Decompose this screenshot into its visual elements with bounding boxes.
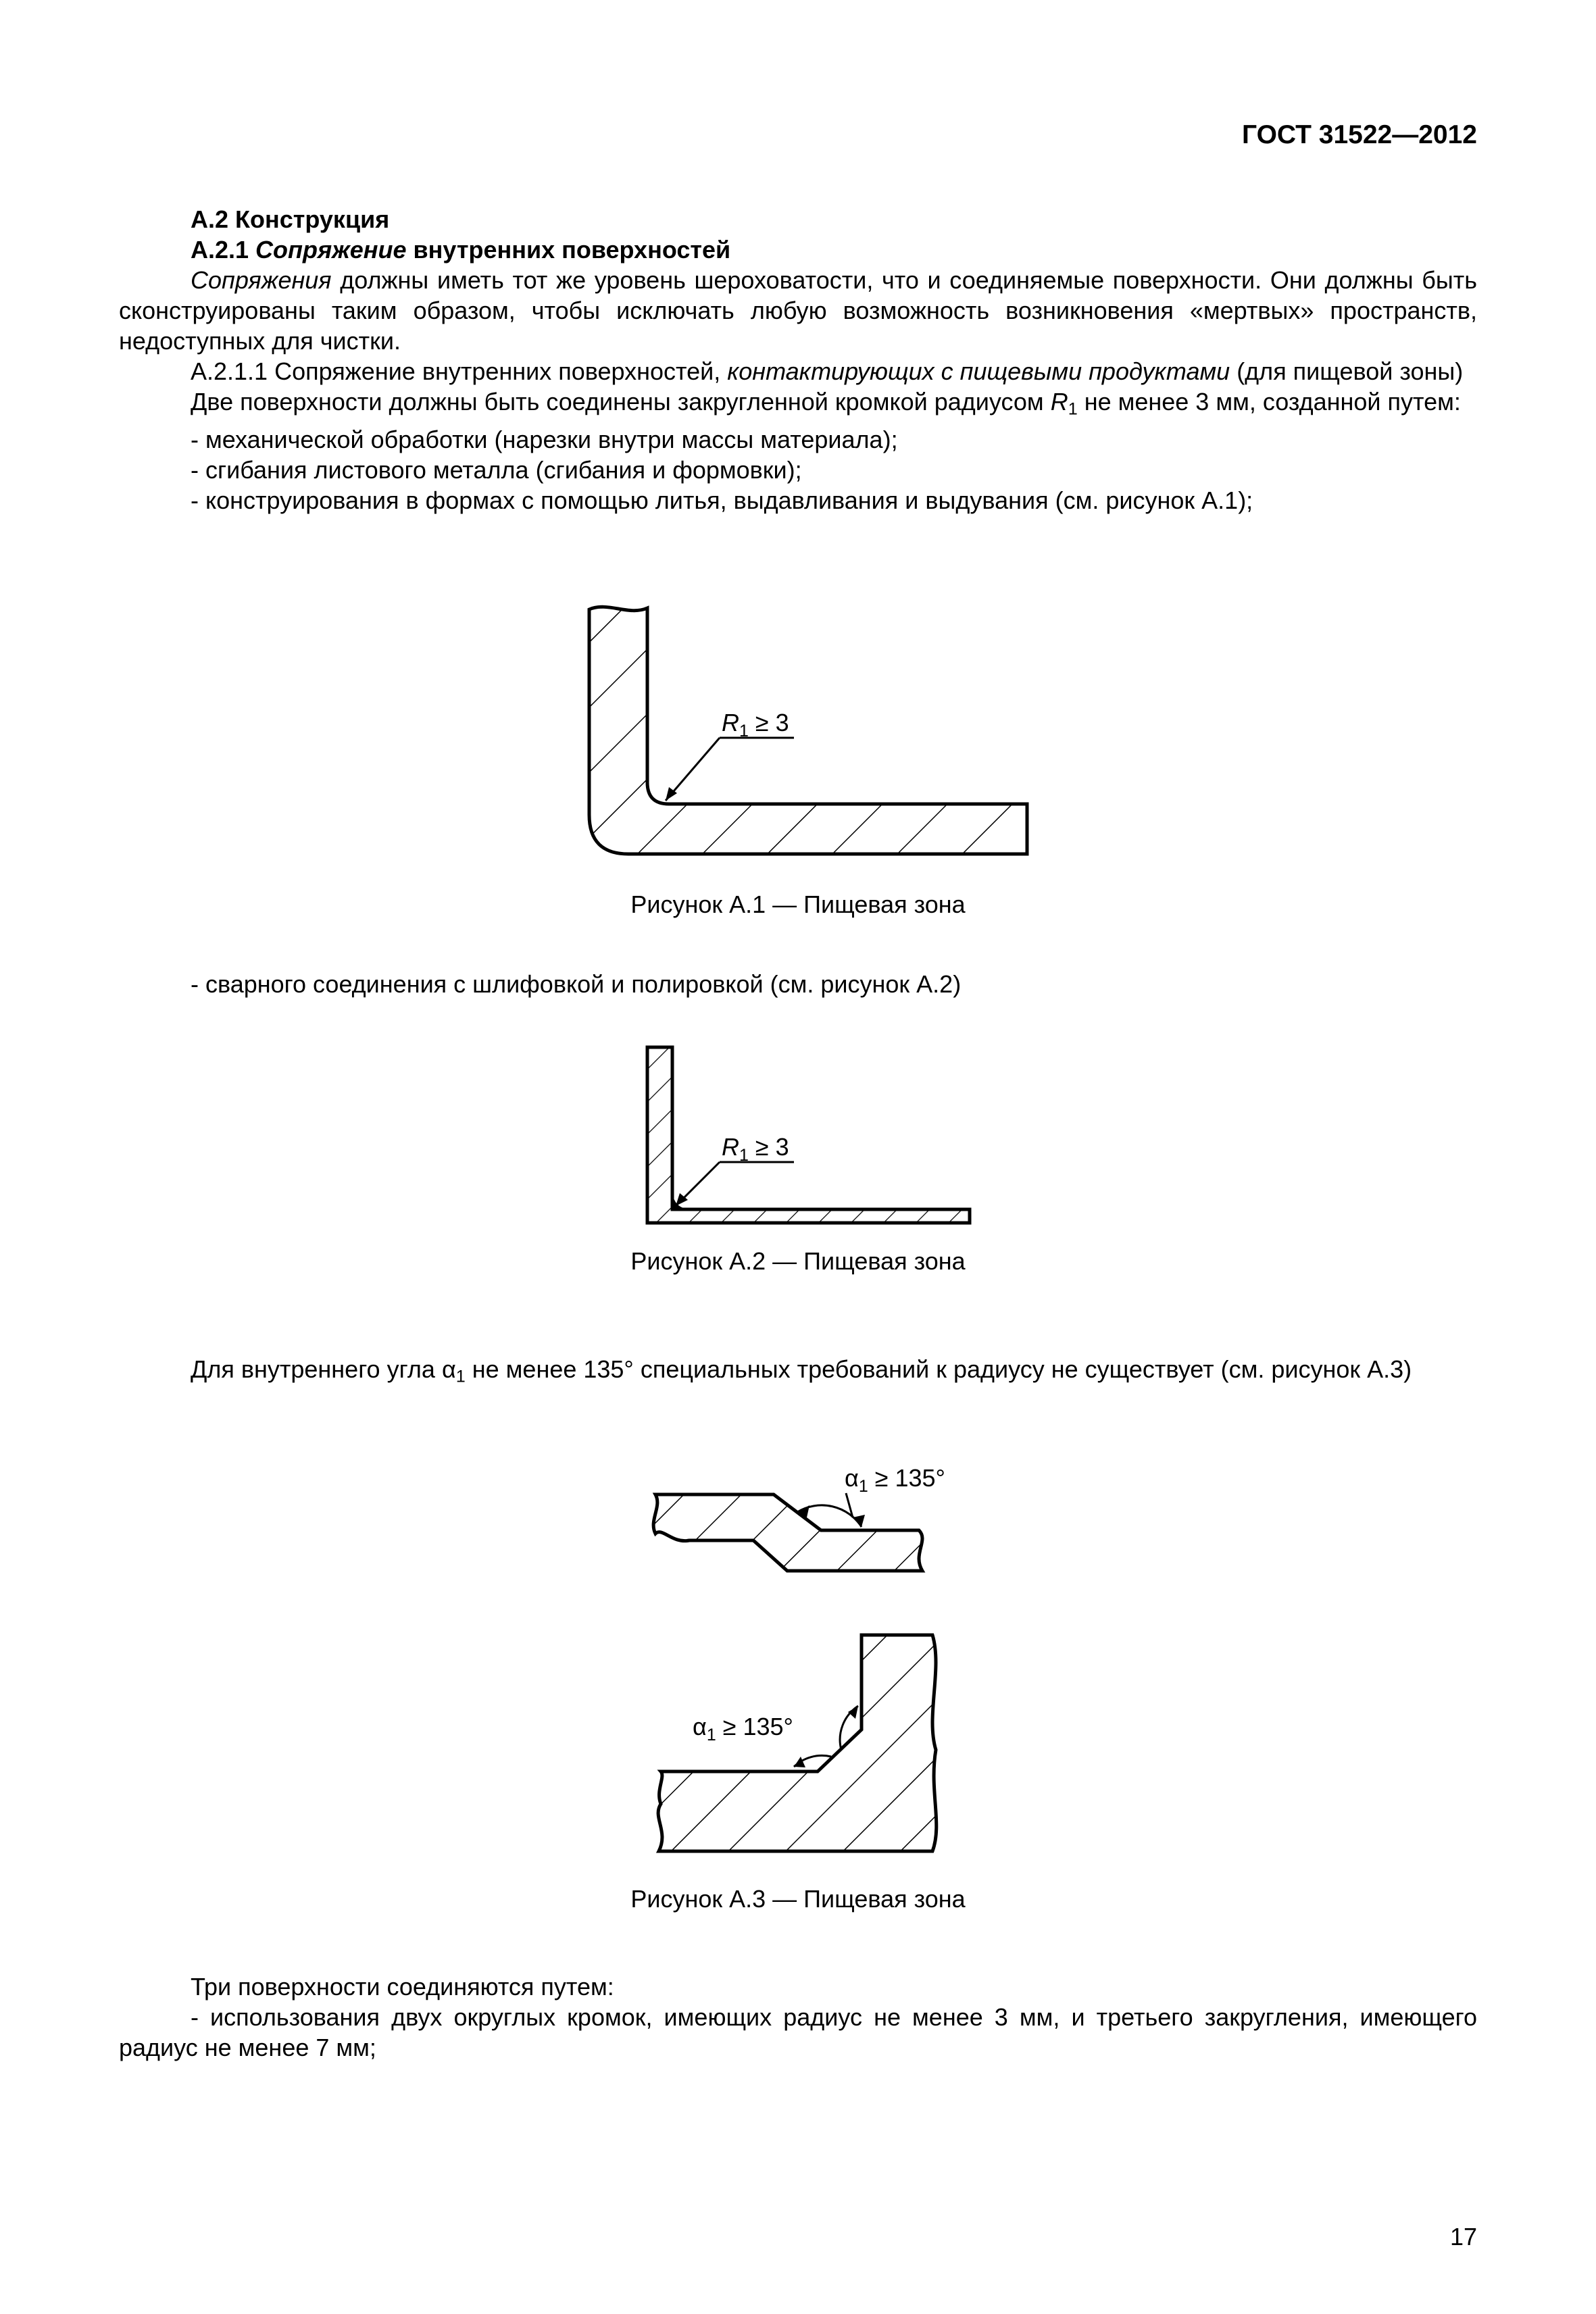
figure-a3-drawing [0, 1432, 1596, 1878]
figure-a1-caption: Рисунок А.1 — Пищевая зона [630, 890, 966, 918]
document-header: ГОСТ 31522—2012 [1242, 120, 1477, 149]
figure-a3-label-bottom: $\alpha_1 \ge 135^\circ$ [693, 1713, 793, 1744]
paragraph-3: Две поверхности должны быть соединены закругленной кромкой радиусом $R_1$ не менее 3 мм, созданной путем: [191, 388, 1461, 419]
page-number: 17 [1449, 2223, 1477, 2250]
figure-a3-caption: Рисунок А.3 — Пищевая зона [630, 1885, 966, 1913]
list-item: - сварного соединения с шлифовкой и полировкой (см. рисунок А.2) [191, 970, 962, 998]
figure-a2-drawing [0, 1034, 1596, 1236]
figure-a2-label: $R_1 \ge 3$ [722, 1133, 789, 1165]
paragraph-5: Три поверхности соединяются путем: [191, 1973, 614, 2001]
paragraph-4: Для внутреннего угла $\alpha_1$ не менее 135° специальных требований к радиусу не существует (см. рисунок А.3) [191, 1355, 1412, 1386]
figure-a3-lower-part [658, 1635, 937, 1851]
figure-a1-part [589, 607, 1027, 854]
figure-a3-label-top: $\alpha_1 \ge 135^\circ$ [845, 1464, 945, 1496]
text-block-bottom [119, 1971, 1477, 2063]
section-heading-a21: А.2.1 Сопряжение внутренних поверхностей [191, 236, 731, 263]
paragraph-2: А.2.1.1 Сопряжение внутренних поверхностей, контактирующих с пищевыми продуктами (для пищевой зоны) [191, 357, 1464, 385]
figure-a2-caption: Рисунок А.2 — Пищевая зона [630, 1247, 966, 1275]
paragraph-6: - использования двух округлых кромок, имеющих радиус не менее 3 мм, и третьего закругления, имеющего радиус не менее 7 мм; [119, 2003, 1477, 2061]
list-item: - механической обработки (нарезки внутри массы материала); [191, 426, 898, 454]
text-block-top [119, 204, 1477, 515]
list-item: - конструирования в формах с помощью литья, выдавливания и выдувания (см. рисунок А.1); [191, 486, 1253, 515]
figure-a2-part [647, 1047, 970, 1223]
figure-a1-drawing [0, 581, 1596, 892]
figure-a3-upper-part [653, 1494, 922, 1571]
figure-a1-label: $R_1 \ge 3$ [722, 709, 789, 740]
paragraph-1: Сопряжения должны иметь тот же уровень шероховатости, что и соединяемые поверхности. Они должны быть сконструированы таким образом, чтобы исключать любую возможность возникновения «мертвых» пространств, недоступных для чистки. [119, 266, 1477, 355]
list-item: - сгибания листового металла (сгибания и формовки); [191, 456, 802, 484]
section-heading-a2: А.2 Конструкция [191, 205, 390, 233]
